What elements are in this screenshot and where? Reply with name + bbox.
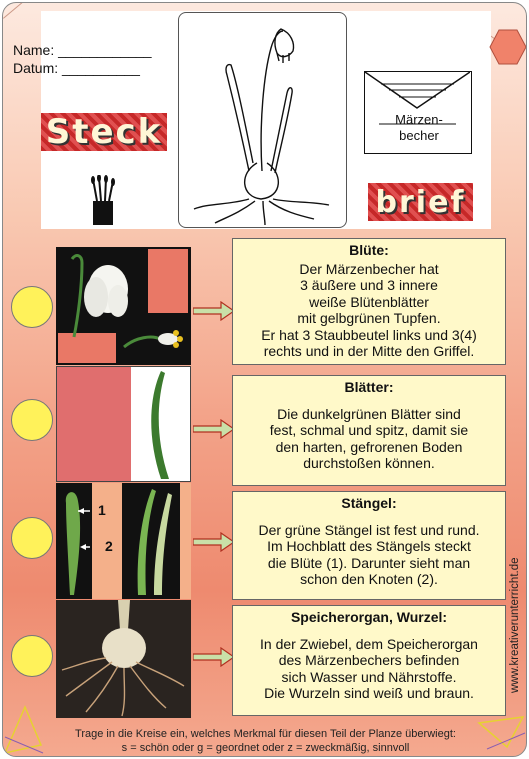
info-box-staengel: [232, 491, 506, 600]
info-title: Blüte:: [349, 242, 389, 258]
envelope-label: Märzen- becher: [395, 112, 443, 143]
info-line: fest, schmal und spitz, damit sie: [269, 422, 469, 438]
paintbrush-cup-icon: [89, 175, 117, 225]
photo-blaetter: [56, 366, 191, 482]
answer-circle-wurzel[interactable]: [11, 635, 53, 677]
stem-photo: [56, 483, 191, 599]
photo-label-2: 2: [105, 538, 113, 554]
leaf-photo: [57, 367, 191, 482]
info-line: mit gelbgrünen Tupfen.: [297, 310, 441, 326]
photo-bluete: [56, 247, 191, 365]
info-line: sich Wasser und Nährstoffe.: [281, 668, 457, 685]
arrow-icon: [193, 647, 235, 667]
arrow-icon: [193, 532, 235, 552]
info-line: des Märzenbechers befinden: [278, 652, 460, 668]
website-url: www.kreativerunterricht.de: [509, 557, 521, 693]
info-title: Speicherorgan, Wurzel:: [290, 609, 448, 625]
date-field[interactable]: Datum: __________: [13, 60, 140, 76]
info-title: Stängel:: [341, 495, 397, 511]
info-line: Die dunkelgrünen Blätter sind: [277, 405, 461, 422]
info-title: Blätter:: [344, 379, 394, 395]
photo-staengel: [56, 483, 191, 599]
photo-wurzel: [56, 600, 191, 718]
answer-circle-staengel[interactable]: [11, 517, 53, 559]
photo-label-1: 1: [98, 502, 106, 518]
info-line: schon den Knoten (2).: [300, 571, 438, 587]
info-line: Er hat 3 Staubbeutel links und 3(4): [261, 326, 477, 343]
envelope: [364, 71, 472, 154]
info-line: weiße Blütenblätter: [309, 293, 429, 310]
info-box-bluete: [232, 238, 506, 365]
answer-circle-bluete[interactable]: [11, 286, 53, 328]
info-line: 3 äußere und 3 innere: [300, 277, 438, 293]
answer-circle-blaetter[interactable]: [11, 399, 53, 441]
arrow-icon: [193, 419, 235, 439]
steck-logo: Steck: [41, 113, 167, 151]
info-line: Der grüne Stängel ist fest und rund.: [258, 521, 480, 538]
arrow-icon: [193, 301, 235, 321]
info-line: Die Wurzeln sind weiß und braun.: [264, 685, 474, 701]
info-line: Der Märzenbecher hat: [299, 260, 439, 277]
info-line: die Blüte (1). Darunter sieht man: [267, 554, 471, 571]
info-box-wurzel: [232, 605, 506, 716]
info-line: Im Hochblatt des Stängels steckt: [267, 538, 471, 554]
name-field[interactable]: Name: ____________: [13, 42, 152, 58]
info-box-blaetter: [232, 375, 506, 486]
info-line: durchstoßen können.: [303, 455, 435, 471]
bulb-roots-photo: [56, 600, 191, 718]
info-line: In der Zwiebel, dem Speicherorgan: [260, 635, 478, 652]
decorative-line: [3, 2, 28, 19]
footer-instructions: Trage in die Kreise ein, welches Merkmal für diesen Teil der Planze überwiegt: s = schön oder g = geordnet oder z = zweckmäßig, sinnvoll: [75, 728, 456, 754]
worksheet-card: [2, 2, 527, 757]
plant-drawing: [178, 12, 347, 228]
hexagon-icon: [489, 28, 527, 66]
brief-logo: brief: [368, 183, 473, 221]
info-line: den harten, gefrorenen Boden: [275, 438, 463, 455]
snowdrop-drawing-icon: [179, 13, 346, 227]
snowdrop-flower-photo: [56, 247, 191, 365]
info-line: rechts und in der Mitte den Griffel.: [263, 343, 475, 359]
